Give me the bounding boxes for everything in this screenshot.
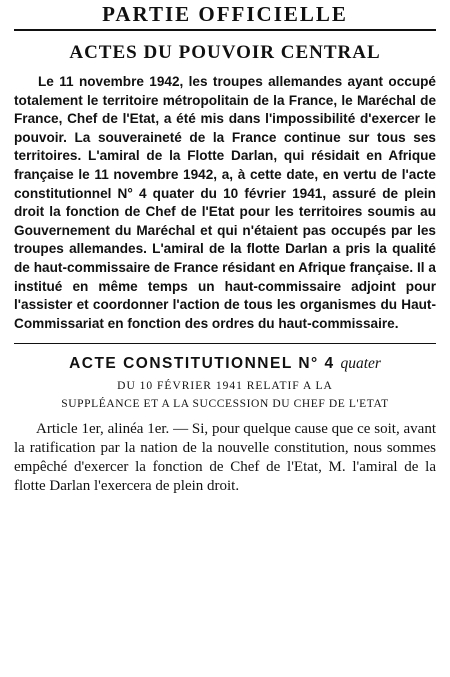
acte-subtitle-1: DU 10 FÉVRIER 1941 RELATIF A LA [117, 380, 333, 393]
acte-title [14, 354, 436, 374]
main-paragraph [14, 73, 436, 333]
main-paragraph-text: Le 11 novembre 1942, les troupes allemandes ayant occupé totalement le territoire métropolitain de la France, le Maréchal de France, Chef de l'Etat, a été mis dans l'impossibilité d'exercer le pouvoir. La souveraineté de la France continue sur tous ses territoires. L'amiral de la Flotte Darlan, qui résidait en Afrique française le 11 novembre 1942, a, à cette date, en vertu de l'acte constitutionnel N° 4 quater du 10 février 1941, assuré de plein droit la fonction de Chef de l'Etat pour les territoires soumis au Gouvernement du Maréchal et qui n'étaient pas occupés par les troupes allemandes. L'amiral de la flotte Darlan a pris la qualité de haut-commissaire de France résidant en Afrique française. Il a institué en même temps un haut-commissaire adjoint pour l'assister et coordonner l'action de tous les organismes du Haut-Commissariat en fonction des ordres du haut-commissaire. [14, 74, 436, 331]
article-text: Article 1er, alinéa 1er. — Si, pour quelque cause que ce soit, avant la ratification par la nation de la nouvelle constitution, nous sommes empêché d'exercer la fonction de Chef de l'Etat, M. l'amiral de la flotte Darlan l'exercera de plein droit. [14, 421, 436, 495]
section-heading-partie-officielle: PARTIE OFFICIELLE [102, 2, 348, 26]
section-divider [14, 343, 436, 344]
acte-subtitle-2: SUPPLÉANCE ET A LA SUCCESSION DU CHEF DE L'ETAT [61, 398, 389, 411]
heading-underline [14, 29, 436, 31]
acte-title-text: ACTE CONSTITUTIONNEL N° 4 [69, 355, 335, 373]
section-heading-actes: ACTES DU POUVOIR CENTRAL [69, 42, 381, 63]
article-paragraph [14, 420, 436, 496]
acte-title-italic: quater [340, 355, 381, 373]
